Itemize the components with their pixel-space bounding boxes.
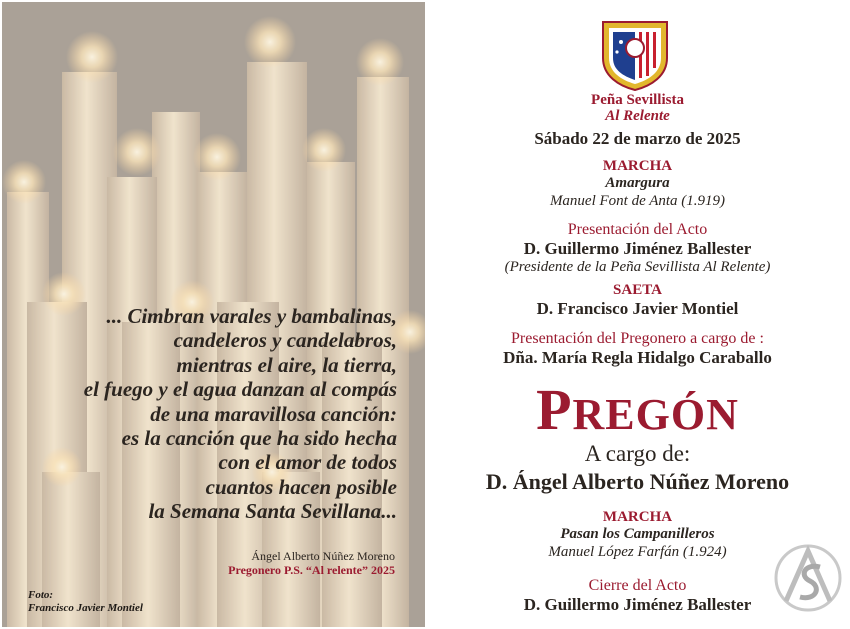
pregon-cargo: A cargo de: (584, 441, 691, 466)
photo-credit-label: Foto: (28, 589, 54, 601)
presenter-heading: Presentación del Pregonero a cargo de : (511, 330, 764, 347)
pregon-person: D. Ángel Alberto Núñez Moreno (485, 469, 790, 494)
quote-line: cuantos hacen posible (205, 474, 397, 499)
pregon-initial: P (536, 377, 573, 442)
club-name-line2: Al Relente (605, 108, 670, 124)
quote-block (42, 304, 397, 524)
quote-line: de una maravillosa canción: (150, 401, 397, 426)
quote-line: con el amor de todos (218, 450, 397, 475)
photo-credit (28, 589, 143, 615)
monogram-logo-icon (772, 543, 844, 613)
march2-composer: Manuel López Farfán (1.924) (548, 544, 727, 560)
quote-signature-name: Ángel Alberto Núñez Moreno (251, 549, 395, 563)
quote-line: el fuego y el agua danzan al compás (83, 377, 397, 402)
saeta-heading: SAETA (613, 282, 662, 298)
quote-line: mientras el aire, la tierra, (176, 352, 397, 377)
closing-person: D. Guillermo Jiménez Ballester (523, 595, 752, 614)
quote-line: la Semana Santa Sevillana... (148, 499, 397, 524)
saeta-person: D. Francisco Javier Montiel (536, 299, 739, 318)
march1-composer: Manuel Font de Anta (1.919) (549, 193, 726, 209)
presentation-role: (Presidente de la Peña Sevillista Al Relente) (504, 259, 771, 275)
presentation-person: D. Guillermo Jiménez Ballester (523, 239, 752, 258)
march1-heading: MARCHA (602, 158, 673, 174)
club-crest-icon (599, 18, 671, 92)
quote-line: ... Cimbran varales y bambalinas, (106, 304, 397, 328)
presentation-heading: Presentación del Acto (567, 221, 708, 238)
closing-heading: Cierre del Acto (588, 577, 687, 594)
quote-signature-role: Pregonero P.S. “Al relente” 2025 (228, 563, 395, 577)
photo-credit-author: Francisco Javier Montiel (28, 602, 143, 614)
pregon-title (425, 377, 850, 445)
pregon-rest: REGÓN (572, 390, 739, 439)
quote-line: es la canción que ha sido hecha (121, 426, 397, 451)
event-date: Sábado 22 de marzo de 2025 (534, 129, 741, 148)
march2-heading: MARCHA (602, 509, 673, 525)
quote-line: candeleros y candelabros, (173, 328, 397, 353)
march1-title: Amargura (605, 175, 670, 191)
club-name: Peña Sevillista (591, 92, 684, 108)
march2-title: Pasan los Campanilleros (560, 526, 715, 542)
presenter-person: Dña. María Regla Hidalgo Caraballo (503, 348, 772, 367)
program-panel (425, 0, 850, 629)
candle-photo-panel (2, 2, 425, 627)
